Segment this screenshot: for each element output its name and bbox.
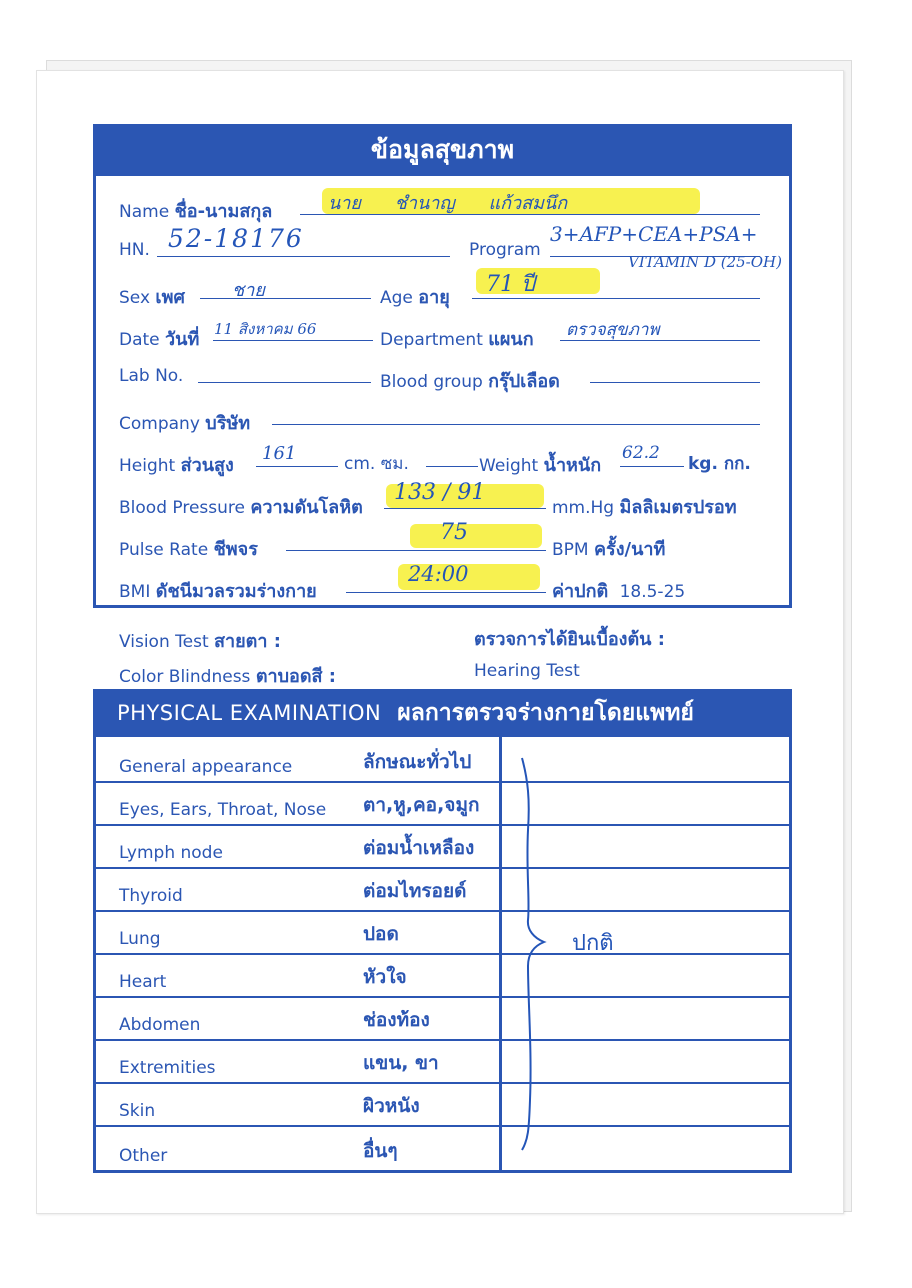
exam-row-label-en: Abdomen <box>119 1015 201 1035</box>
exam-row <box>93 740 792 783</box>
physical-exam-header: PHYSICAL EXAMINATION ผลการตรวจร่างกายโดยแพทย์ <box>93 689 792 737</box>
exam-row-label-en: Heart <box>119 972 167 992</box>
bp-value: 133 / 91 <box>394 480 486 505</box>
exam-row-label-th: ต่อมน้ำเหลือง <box>363 837 475 859</box>
hearing-test-th: ตรวจการได้ยินเบื้องต้น : <box>474 629 665 650</box>
exam-row-label-en: Lung <box>119 929 161 949</box>
weight-line <box>620 466 684 467</box>
name-value: นาย ชำนาญ แก้วสมนึก <box>328 193 568 214</box>
program-value-1: 3+AFP+CEA+PSA+ <box>550 222 758 246</box>
exam-row-label-th: หัวใจ <box>363 966 407 988</box>
program-value-2: VITAMIN D (25-OH) <box>628 253 782 271</box>
hn-line <box>157 256 450 257</box>
date-row: Date วันที่ <box>119 329 200 350</box>
sex-row: Sex เพศ <box>119 287 185 308</box>
exam-row-label-th: ช่องท้อง <box>363 1009 430 1031</box>
pulse-unit: BPM ครั้ง/นาที <box>552 539 666 560</box>
exam-row-label-en: General appearance <box>119 757 293 777</box>
department-row: Department แผนก <box>380 329 534 350</box>
physical-result: ปกติ <box>572 931 614 956</box>
bmi-row: BMI ดัชนีมวลรวมร่างกาย <box>119 581 317 602</box>
weight-row: Weight น้ำหนัก <box>479 455 602 476</box>
program-label: Program <box>469 240 541 260</box>
hn-value: 52-18176 <box>168 224 304 253</box>
exam-row <box>93 869 792 912</box>
exam-row <box>93 998 792 1041</box>
department-value: ตรวจสุขภาพ <box>566 320 660 340</box>
height-unit: cm. ซม. <box>344 454 409 474</box>
height-gap-line <box>426 466 478 467</box>
exam-row-label-th: ปอด <box>363 923 399 945</box>
weight-unit: kg. กก. <box>688 454 751 474</box>
company-row: Company บริษัท <box>119 413 251 434</box>
exam-row <box>93 783 792 826</box>
exam-row-label-th: ผิวหนัง <box>363 1095 420 1117</box>
exam-row-label-en: Skin <box>119 1101 156 1121</box>
pulse-highlight <box>410 524 542 548</box>
name-row: Name ชื่อ-นามสกุล <box>119 201 273 222</box>
pulse-line <box>286 550 546 551</box>
blood-group-line <box>590 382 760 383</box>
form-title: ข้อมูลสุขภาพ <box>93 124 792 176</box>
height-line <box>256 466 338 467</box>
physical-exam-divider <box>499 737 502 1173</box>
bmi-value: 24:00 <box>408 562 469 586</box>
exam-row <box>93 955 792 998</box>
exam-row-label-th: แขน, ขา <box>363 1052 439 1074</box>
exam-row <box>93 826 792 869</box>
exam-row <box>93 1084 792 1127</box>
bp-line <box>384 508 546 509</box>
hn-label: HN. <box>119 240 150 260</box>
age-row: Age อายุ <box>380 287 450 308</box>
exam-row <box>93 1041 792 1084</box>
age-value: 71 ปี <box>486 272 535 297</box>
exam-row-label-en: Lymph node <box>119 843 223 863</box>
exam-row-label-en: Extremities <box>119 1058 216 1078</box>
lab-label: Lab No. <box>119 366 184 386</box>
bp-row: Blood Pressure ความดันโลหิต <box>119 497 363 518</box>
exam-row-label-th: ลักษณะทั่วไป <box>363 751 472 773</box>
bp-unit: mm.Hg มิลลิเมตรปรอท <box>552 497 737 518</box>
exam-row-label-th: ตา,หู,คอ,จมูก <box>363 794 480 816</box>
color-blindness-test: Color Blindness ตาบอดสี : <box>119 666 337 687</box>
height-value: 161 <box>262 443 297 464</box>
bmi-normal: ค่าปกติ 18.5-25 <box>552 581 686 602</box>
date-value: 11 สิงหาคม 66 <box>214 320 317 338</box>
pulse-row: Pulse Rate ชีพจร <box>119 539 258 560</box>
exam-row-label-th: อื่นๆ <box>363 1140 398 1162</box>
sex-line <box>200 298 371 299</box>
exam-row <box>93 1127 792 1170</box>
vision-test: Vision Test สายตา : <box>119 631 281 652</box>
exam-row-label-en: Thyroid <box>119 886 183 906</box>
weight-value: 62.2 <box>622 443 660 463</box>
blood-group-row: Blood group กรุ๊ปเลือด <box>380 371 560 392</box>
company-line <box>272 424 760 425</box>
exam-row <box>93 912 792 955</box>
pulse-value: 75 <box>440 520 468 545</box>
sex-value: ชาย <box>232 280 265 301</box>
exam-row-label-th: ต่อมไทรอยด์ <box>363 880 467 902</box>
height-row: Height ส่วนสูง <box>119 455 234 476</box>
hearing-test-en: Hearing Test <box>474 661 580 681</box>
exam-row-label-en: Eyes, Ears, Throat, Nose <box>119 800 327 820</box>
bmi-line <box>346 592 546 593</box>
lab-line <box>198 382 371 383</box>
exam-row-label-en: Other <box>119 1146 168 1166</box>
